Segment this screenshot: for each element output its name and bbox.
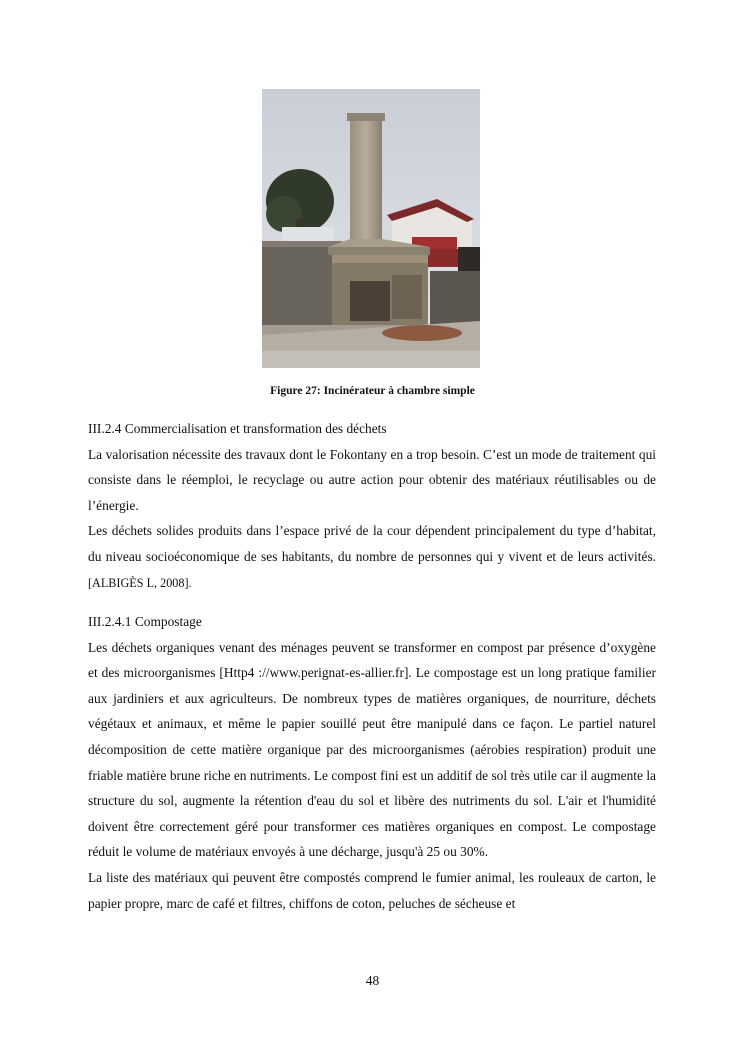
paragraph — [88, 518, 656, 596]
section-heading: III.2.4 Commercialisation et transformation des déchets — [88, 421, 387, 436]
page-number: 48 — [365, 973, 380, 988]
paragraph-text: Les déchets solides produits dans l’espace privé de la cour dépendent principalement du type d’habitat, du niveau socioéconomique de ses habitants, du nombre de personnes qui y vivent et de leurs activités. — [88, 523, 656, 564]
section-commercialisation — [88, 416, 656, 596]
incinerator-photo — [262, 89, 480, 368]
paragraph: La liste des matériaux qui peuvent être compostés comprend le fumier animal, les rouleaux de carton, le papier propre, marc de café et filtres, chiffons de coton, peluches de sécheuse et — [88, 869, 656, 911]
section-compostage — [88, 609, 656, 916]
figure-caption: Figure 27: Incinérateur à chambre simple — [270, 385, 475, 397]
incinerator-photo-illustration — [262, 89, 480, 368]
citation: [ALBIGÈS L, 2008]. — [88, 575, 192, 590]
paragraph: La valorisation nécessite des travaux dont le Fokontany en a trop besoin. C’est un mode de traitement qui consiste dans le réemploi, le recyclage ou autre action pour obtenir des matériaux réutilisables ou de l’énergie. — [88, 446, 656, 513]
paragraph: Les déchets organiques venant des ménages peuvent se transformer en compost par présence d’oxygène et des microorganismes [Http4 ://www.perignat-es-allier.fr]. Le compostage est un long pratique familier aux jardiniers et aux agriculteurs. De nombreux types de matières organiques, de nourriture, déchets végétaux et animaux, et même le papier souillé peut être manipulé dans ce façon. Le partiel naturel décomposition de cette matière organique par des microorganismes (aérobies respiration) produit une friable matière brune riche en nutriments. Le compost fini est un additif de sol très utile car il augmente la structure du sol, augmente la rétention d'eau du sol et libère des nutriments du sol. L'air et l'humidité doivent être correctement géré pour transformer ces matières organiques en compost. Le compostage réduit le volume de matériaux envoyés à une décharge, jusqu'à 25 ou 30%. — [88, 639, 656, 860]
section-heading: III.2.4.1 Compostage — [88, 614, 202, 629]
